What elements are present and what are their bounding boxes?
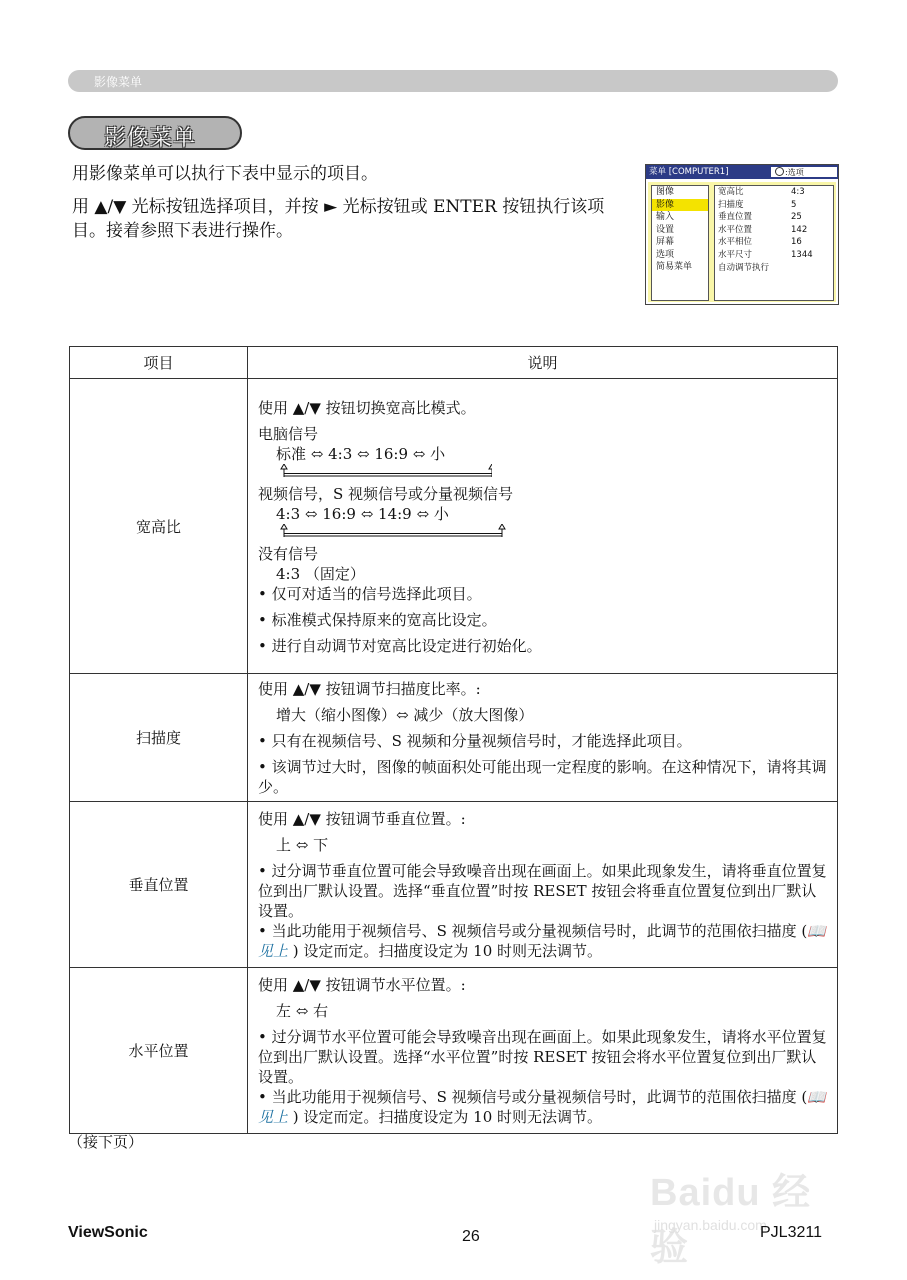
row-desc-hpos bbox=[248, 968, 838, 1134]
osd-item-value: 1344 bbox=[791, 249, 813, 260]
page-reference-link[interactable]: 📖 见上 bbox=[258, 1088, 826, 1126]
section-breadcrumb: 影像菜单 bbox=[94, 75, 143, 89]
page-title-pill bbox=[68, 116, 242, 150]
osd-item-row[interactable] bbox=[715, 236, 833, 249]
aspect-video-label: 视频信号，S 视频信号或分量视频信号 bbox=[258, 484, 514, 503]
continued-note: （接下页） bbox=[68, 1133, 144, 1151]
aspect-pc-label: 电脑信号 bbox=[258, 424, 319, 443]
osd-item-row[interactable] bbox=[715, 224, 833, 237]
osd-item-value: 25 bbox=[791, 212, 802, 223]
settings-table bbox=[69, 346, 838, 1134]
osd-item-row[interactable] bbox=[715, 186, 833, 199]
hpos-bullet-1: • 过分调节水平位置可能会导致噪音出现在画面上。如果此现象发生，请将水平位置复位到出厂默认设置。选择“水平位置”时按 RESET 按钮会将水平位置复位到出厂默认设置。 bbox=[258, 1028, 827, 1086]
aspect-bullet-1: • 仅可对适当的信号选择此项目。 bbox=[258, 584, 482, 603]
osd-menu-item[interactable]: 影像 bbox=[652, 199, 708, 212]
osd-item-label: 水平位置 bbox=[718, 224, 753, 235]
osd-item-list bbox=[714, 185, 834, 301]
vpos-line-1: 使用 ▲/▼ 按钮调节垂直位置。: bbox=[258, 810, 466, 828]
vpos-bullet-1: • 过分调节垂直位置可能会导致噪音出现在画面上。如果此现象发生，请将垂直位置复位到出厂默认设置。选择“垂直位置”时按 RESET 按钮会将垂直位置复位到出厂默认设置。 bbox=[258, 862, 827, 920]
row-desc-vpos bbox=[248, 802, 838, 968]
hpos-line-2: 左 ⬄ 右 bbox=[276, 1002, 329, 1020]
osd-menu-item[interactable]: 简易菜单 bbox=[656, 262, 693, 272]
osd-item-row[interactable] bbox=[715, 262, 833, 275]
vpos-bullet-2-a: • 当此功能用于视频信号、S 视频信号或分量视频信号时，此调节的范围依扫描度 ( bbox=[258, 922, 808, 940]
osd-item-label: 垂直位置 bbox=[718, 212, 753, 223]
osd-menu-item[interactable]: 输入 bbox=[656, 212, 675, 222]
row-desc-aspect bbox=[248, 379, 838, 674]
osd-menu-list bbox=[651, 185, 709, 301]
vpos-bullet-2-b: ) 设定而定。扫描度设定为 10 时则无法调节。 bbox=[288, 942, 603, 960]
hpos-bullet-2 bbox=[258, 1087, 829, 1127]
vpos-bullet-2 bbox=[258, 921, 829, 961]
row-desc-scan bbox=[248, 674, 838, 802]
watermark-url: jingyan.baidu.com bbox=[654, 1217, 767, 1233]
osd-item-label: 水平尺寸 bbox=[718, 249, 753, 260]
aspect-bullet-3: • 进行自动调节对宽高比设定进行初始化。 bbox=[258, 636, 542, 655]
section-header-bar bbox=[68, 70, 838, 92]
osd-item-value: 16 bbox=[791, 237, 802, 248]
row-name-scan: 扫描度 bbox=[70, 674, 248, 802]
osd-menu-screenshot bbox=[645, 164, 839, 305]
hpos-line-1: 使用 ▲/▼ 按钮调节水平位置。: bbox=[258, 976, 466, 994]
cycle-loop-arrow bbox=[280, 524, 506, 538]
row-name-aspect: 宽高比 bbox=[70, 379, 248, 674]
osd-title-bar bbox=[646, 165, 838, 179]
intro-line-1: 用影像菜单可以执行下表中显示的项目。 bbox=[72, 164, 378, 184]
watermark-logo: Baidu 经验 bbox=[650, 1172, 812, 1269]
osd-item-row[interactable] bbox=[715, 199, 833, 212]
row-vpos bbox=[70, 802, 838, 968]
select-button-icon bbox=[775, 167, 784, 176]
scan-bullet-1: • 只有在视频信号、S 视频和分量视频信号时，才能选择此项目。 bbox=[258, 732, 692, 750]
osd-item-label: 自动调节执行 bbox=[718, 262, 770, 273]
osd-body bbox=[648, 182, 836, 302]
footer-model: PJL3211 bbox=[760, 1224, 822, 1241]
footer-page-number: 26 bbox=[462, 1228, 480, 1245]
footer-brand: ViewSonic bbox=[68, 1224, 148, 1241]
row-scan bbox=[70, 674, 838, 802]
osd-item-row[interactable] bbox=[715, 211, 833, 224]
aspect-bullet-2: • 标准模式保持原来的宽高比设定。 bbox=[258, 610, 497, 629]
scan-bullet-2: • 该调节过大时，图像的帧面积处可能出现一定程度的影响。在这种情况下，请将其调少。 bbox=[258, 758, 827, 796]
hpos-bullet-2-a: • 当此功能用于视频信号、S 视频信号或分量视频信号时，此调节的范围依扫描度 ( bbox=[258, 1088, 808, 1106]
osd-menu-item[interactable]: 设置 bbox=[656, 224, 675, 235]
page-title: 影像菜单 bbox=[104, 126, 197, 151]
aspect-nosignal-value: 4:3 （固定） bbox=[276, 564, 365, 583]
osd-select-label: :选项 bbox=[785, 168, 804, 177]
osd-menu-item[interactable]: 选项 bbox=[656, 249, 675, 260]
page-reference-link[interactable]: 📖 见上 bbox=[258, 922, 826, 960]
header-item: 项目 bbox=[70, 347, 248, 379]
osd-item-value: 4:3 bbox=[791, 187, 805, 197]
aspect-video-sequence: 4:3 ⬄ 16:9 ⬄ 14:9 ⬄ 小 bbox=[276, 504, 449, 523]
vpos-line-2: 上 ⬄ 下 bbox=[276, 836, 329, 854]
row-name-vpos: 垂直位置 bbox=[70, 802, 248, 968]
osd-menu-item[interactable]: 屏幕 bbox=[656, 237, 675, 247]
aspect-pc-sequence: 标准 ⬄ 4:3 ⬄ 16:9 ⬄ 小 bbox=[276, 444, 446, 463]
intro-line-2: 用 ▲/▼ 光标按钮选择项目，并按 ► 光标按钮或 ENTER 按钮执行该项目。接着参照下表进行操作。 bbox=[72, 197, 605, 241]
cycle-loop-arrow bbox=[280, 464, 492, 478]
osd-item-label: 扫描度 bbox=[718, 199, 744, 210]
aspect-nosignal-label: 没有信号 bbox=[258, 544, 319, 563]
row-hpos bbox=[70, 968, 838, 1134]
row-name-hpos: 水平位置 bbox=[70, 968, 248, 1134]
aspect-line-1: 使用 ▲/▼ 按钮切换宽高比模式。 bbox=[258, 398, 476, 417]
osd-item-value: 5 bbox=[791, 199, 797, 210]
osd-item-label: 水平相位 bbox=[718, 237, 753, 248]
header-desc: 说明 bbox=[248, 347, 838, 379]
osd-item-value: 142 bbox=[791, 224, 808, 235]
osd-menu-item[interactable]: 图像 bbox=[656, 187, 675, 197]
scan-line-2: 增大（缩小图像）⬄ 减少（放大图像） bbox=[276, 706, 534, 724]
hpos-bullet-2-b: ) 设定而定。扫描度设定为 10 时则无法调节。 bbox=[288, 1108, 603, 1126]
osd-item-row[interactable] bbox=[715, 249, 833, 262]
scan-line-1: 使用 ▲/▼ 按钮调节扫描度比率。: bbox=[258, 680, 481, 698]
osd-select-hint bbox=[770, 166, 838, 178]
table-header-row bbox=[70, 347, 838, 379]
row-aspect bbox=[70, 379, 838, 674]
osd-title: 菜单 [COMPUTER1] bbox=[649, 167, 729, 177]
osd-item-label: 宽高比 bbox=[718, 187, 744, 197]
